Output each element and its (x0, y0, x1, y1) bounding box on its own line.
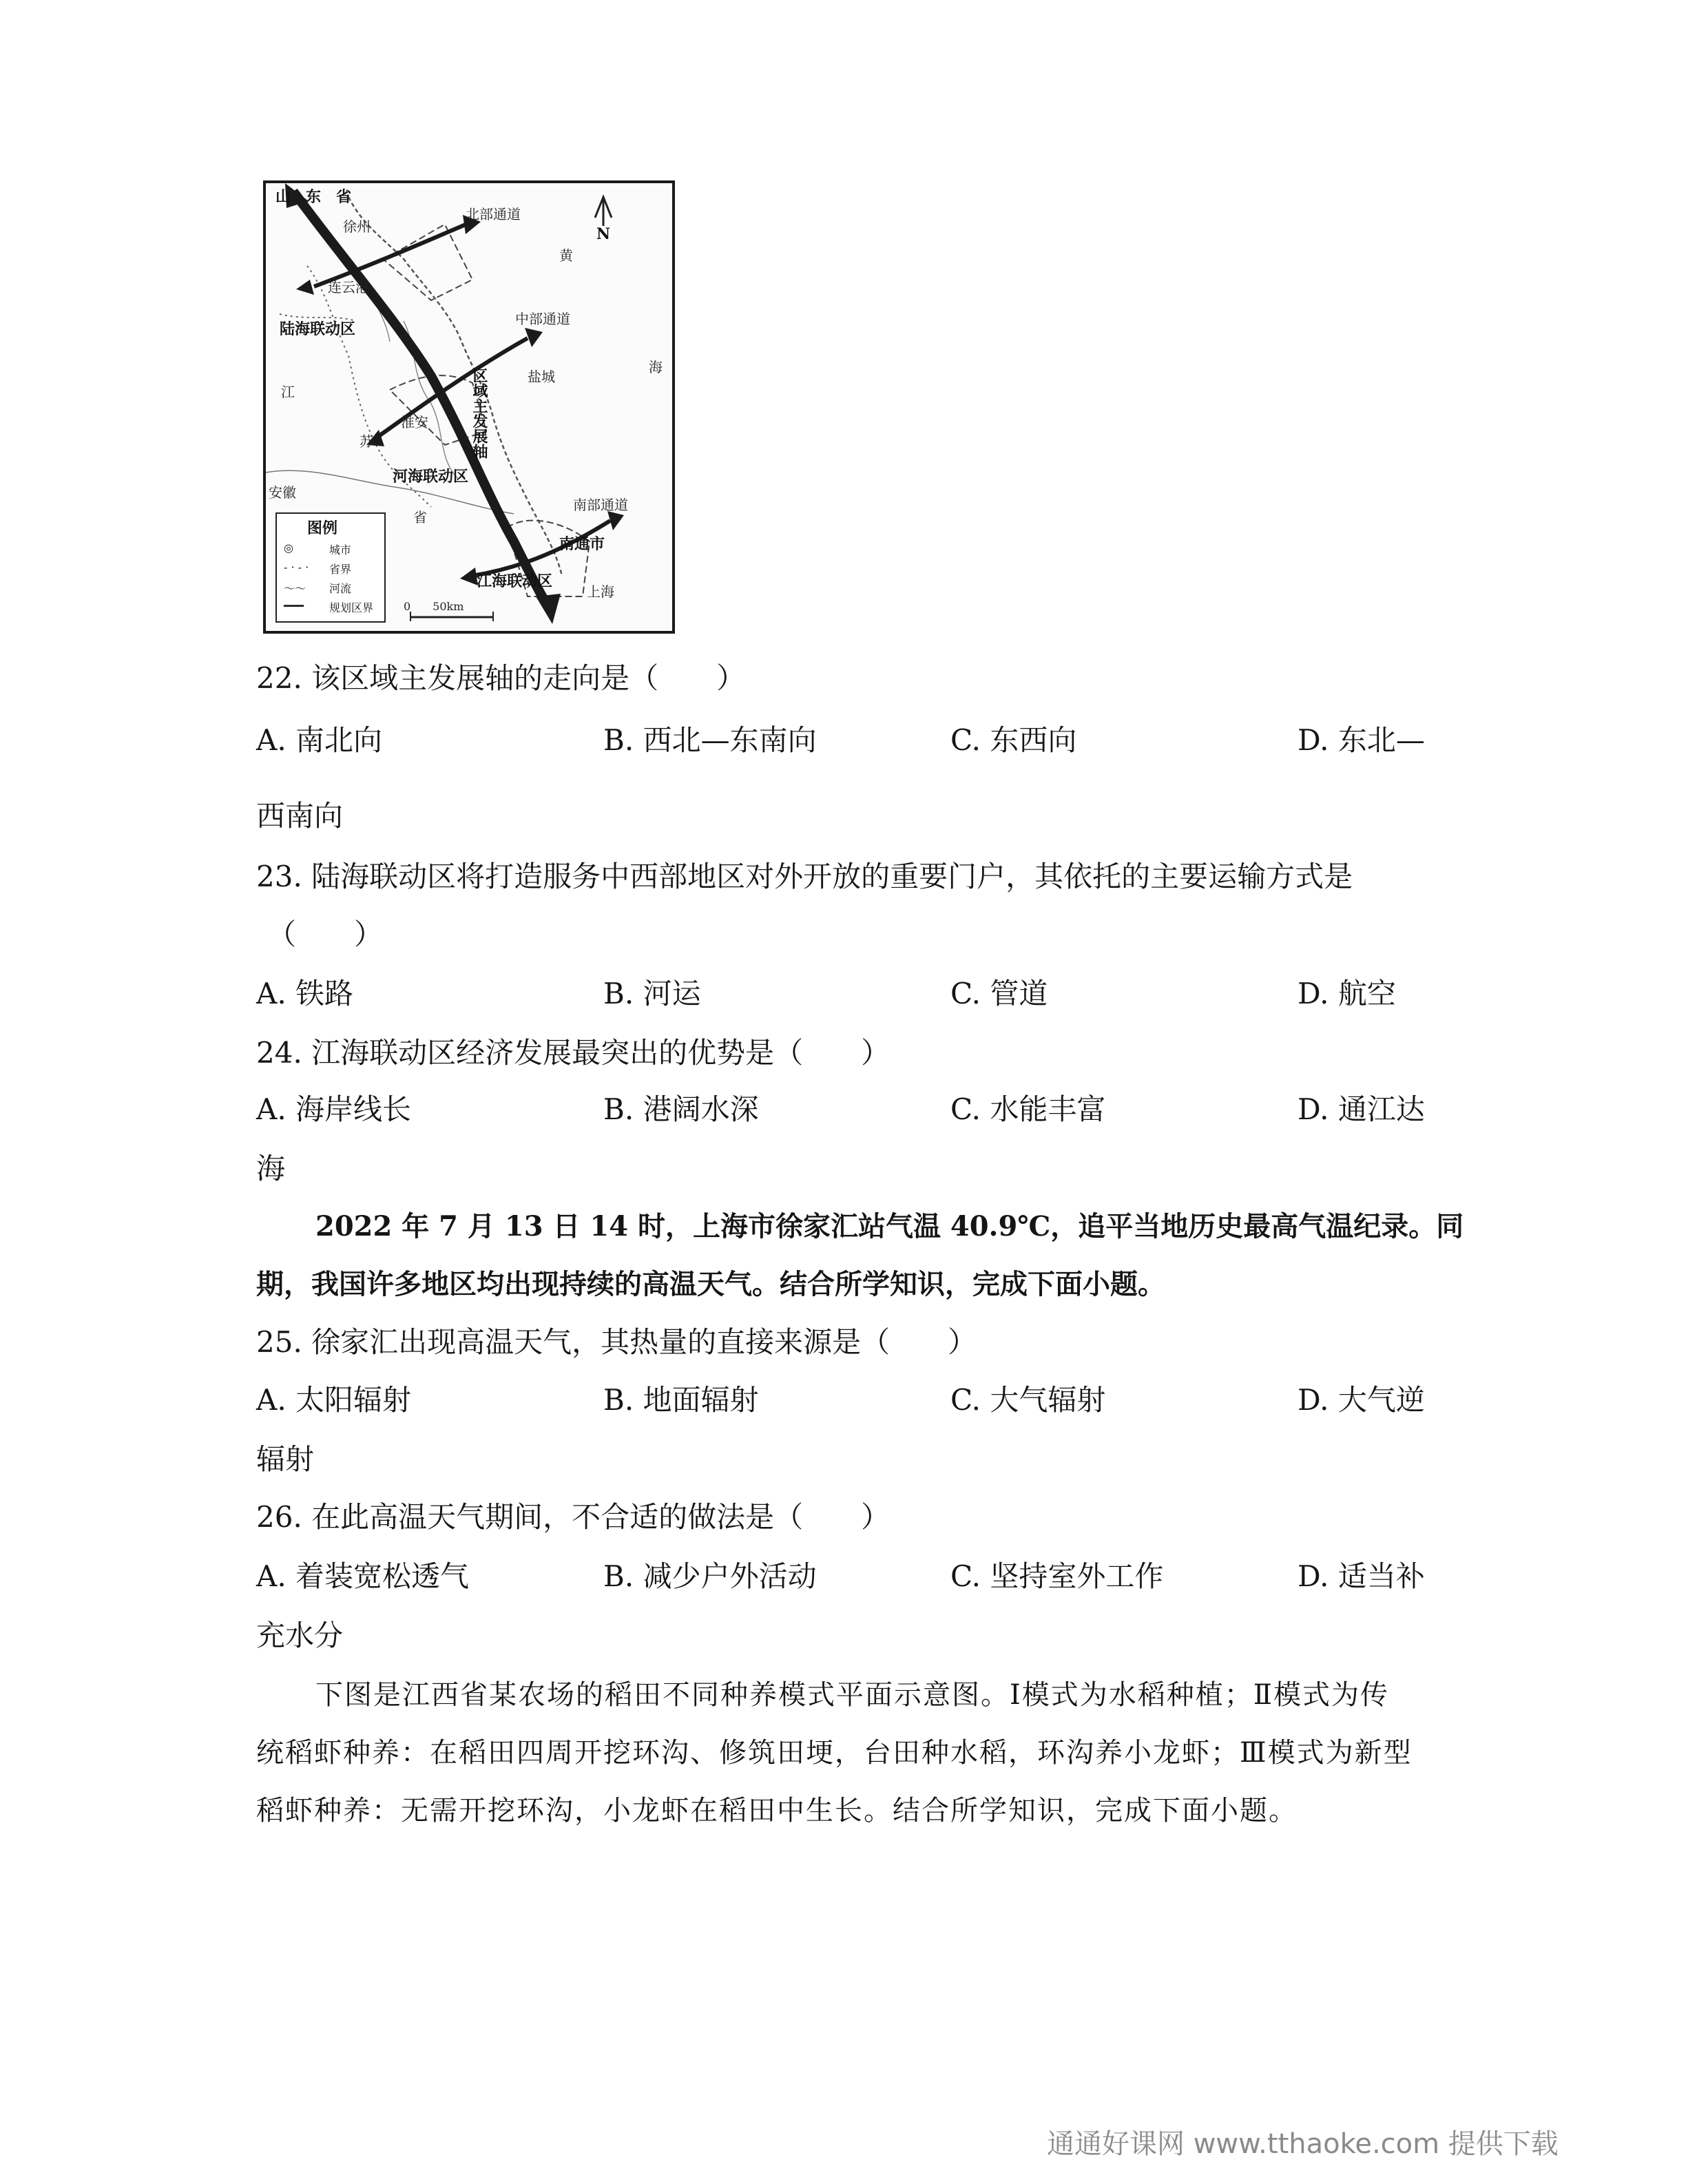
q23-option-d[interactable]: D. 航空 (1298, 977, 1396, 1010)
q24-option-d[interactable]: D. 通江达 (1298, 1092, 1425, 1126)
q26-option-d[interactable]: D. 适当补 (1298, 1559, 1425, 1593)
question-23-stem: 23. 陆海联动区将打造服务中西部地区对外开放的重要门户，其依托的主要运输方式是 (256, 860, 1353, 893)
label-main-axis: 区域主发展轴 (470, 368, 488, 459)
question-26-stem: 26. 在此高温天气期间，不合适的做法是（ ） (256, 1500, 891, 1534)
q25-option-b[interactable]: B. 地面辐射 (603, 1383, 759, 1417)
border-symbol-icon: - · - · (284, 561, 309, 574)
q25-option-c[interactable]: C. 大气辐射 (950, 1383, 1106, 1417)
q23-option-a[interactable]: A. 铁路 (256, 977, 354, 1010)
legend-item: 城市 (329, 543, 352, 557)
main-axis-arrow-se (536, 594, 561, 624)
q26-option-d-wrap: 充水分 (256, 1619, 344, 1652)
q23-option-b[interactable]: B. 河运 (603, 977, 701, 1010)
question-25-stem: 25. 徐家汇出现高温天气，其热量的直接来源是（ ） (256, 1325, 977, 1359)
label-huaian: 淮安 (401, 414, 428, 430)
label-south-channel: 南部通道 (573, 497, 628, 513)
label-hai: 海 (649, 359, 663, 375)
plan-boundary-symbol-icon: ━━━ (284, 599, 304, 612)
q24-option-d-wrap: 海 (256, 1152, 286, 1185)
q22-option-a[interactable]: A. 南北向 (256, 723, 383, 757)
label-yancheng: 盐城 (528, 368, 555, 385)
passage-1-line-2: 期，我国许多地区均出现持续的高温天气。结合所学知识，完成下面小题。 (256, 1268, 1165, 1300)
question-22-stem: 22. 该区域主发展轴的走向是（ ） (256, 661, 746, 695)
question-24-stem: 24. 江海联动区经济发展最突出的优势是（ ） (256, 1036, 891, 1070)
map-legend (275, 512, 386, 623)
passage-2-line-3: 稻虾种养：无需开挖环沟，小龙虾在稻田中生长。结合所学知识，完成下面小题。 (256, 1795, 1298, 1827)
label-lianyungang: 连云港 (328, 279, 369, 295)
label-jiang: 江 (281, 384, 295, 400)
legend-title: 图例 (307, 519, 338, 537)
north-arrow-icon: N (596, 225, 611, 243)
label-sheng: 省 (413, 509, 427, 526)
label-jiang-sea-zone: 江海联动区 (477, 572, 553, 590)
region-map (263, 180, 675, 634)
q25-option-d-wrap: 辐射 (256, 1442, 315, 1476)
legend-item: 规划区界 (329, 601, 374, 614)
q24-option-b[interactable]: B. 港阔水深 (603, 1092, 759, 1126)
q23-option-c[interactable]: C. 管道 (950, 977, 1048, 1010)
passage-2-line-2: 统稻虾种养：在稻田四周开挖环沟、修筑田埂，台田种水稻，环沟养小龙虾；Ⅲ模式为新型 (256, 1737, 1413, 1769)
q26-option-b[interactable]: B. 减少户外活动 (603, 1559, 817, 1593)
label-north-channel: 北部通道 (466, 206, 521, 222)
label-river-sea-zone: 河海联动区 (393, 468, 469, 486)
passage-2-line-1: 下图是江西省某农场的稻田不同种养模式平面示意图。Ⅰ模式为水稻种植；Ⅱ模式为传 (315, 1679, 1389, 1711)
q22-option-c[interactable]: C. 东西向 (950, 723, 1077, 757)
q25-option-d[interactable]: D. 大气逆 (1298, 1383, 1425, 1417)
label-huang: 黄 (559, 247, 573, 264)
q25-option-a[interactable]: A. 太阳辐射 (256, 1383, 412, 1417)
question-23-stem-cont: （ ） (267, 917, 384, 951)
label-shandong: 山 东 省 (275, 188, 352, 206)
q26-option-c[interactable]: C. 坚持室外工作 (950, 1559, 1164, 1593)
label-central-channel: 中部通道 (515, 311, 570, 327)
q22-option-b[interactable]: B. 西北—东南向 (603, 723, 817, 757)
download-site-footer: 通通好课网 www.tthaoke.com 提供下载 (1047, 2128, 1559, 2160)
passage-1-line-1: 2022 年 7 月 13 日 14 时，上海市徐家汇站气温 40.9℃，追平当地历史最高气温纪录。同 (315, 1210, 1464, 1243)
q24-option-a[interactable]: A. 海岸线长 (256, 1092, 412, 1126)
q24-option-c[interactable]: C. 水能丰富 (950, 1092, 1106, 1126)
river-symbol-icon: ～～ (284, 582, 306, 595)
q26-option-a[interactable]: A. 着装宽松透气 (256, 1559, 470, 1593)
label-anhui: 安徽 (269, 484, 296, 501)
city-symbol-icon: ◎ (284, 541, 293, 554)
q22-option-d-wrap: 西南向 (256, 799, 344, 833)
label-xuzhou: 徐州 (343, 218, 371, 235)
label-shanghai: 上海 (587, 583, 614, 600)
label-su: 苏 (360, 433, 373, 450)
legend-item: 河流 (329, 582, 352, 595)
label-scale: 0 50km (404, 600, 464, 613)
label-land-sea-zone: 陆海联动区 (280, 320, 356, 338)
q22-option-d[interactable]: D. 东北— (1298, 723, 1425, 757)
legend-item: 省界 (329, 563, 352, 576)
label-nantong: 南通市 (559, 535, 605, 553)
